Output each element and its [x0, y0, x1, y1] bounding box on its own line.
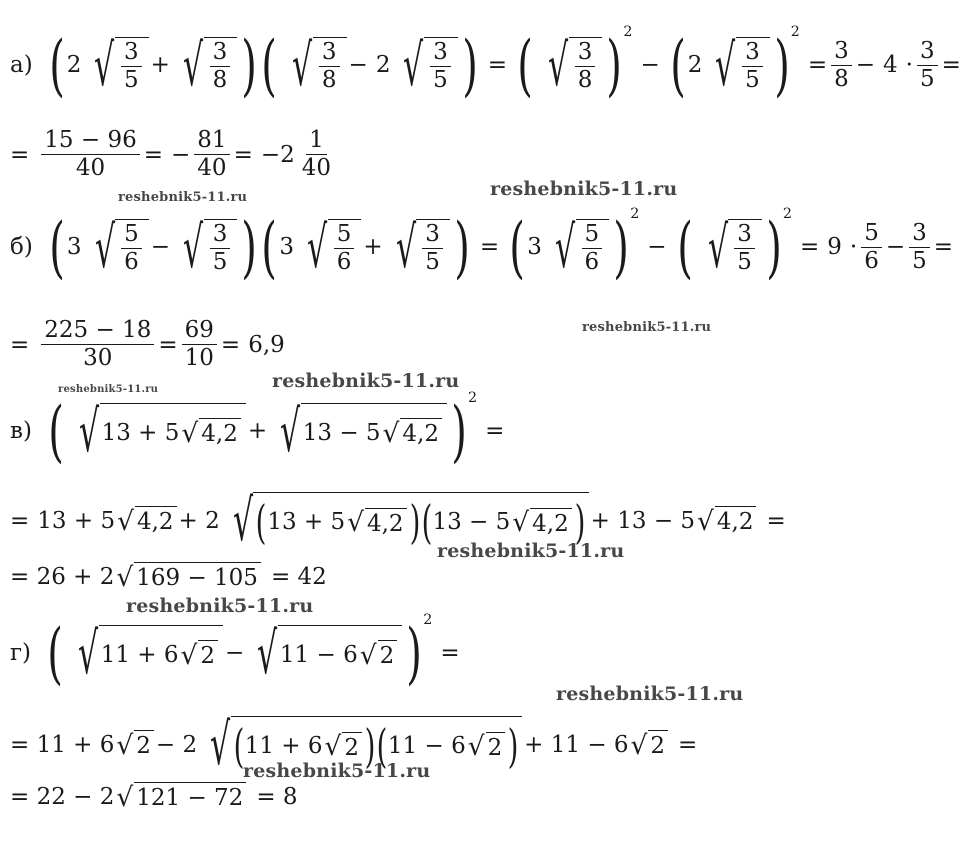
coef: 3 — [527, 234, 542, 261]
solution-a-line2 — [10, 128, 338, 182]
op: − — [640, 52, 660, 79]
coef: 2 — [375, 52, 391, 79]
term: = 26 + 2 — [10, 563, 115, 590]
sqrt-3-5: √ $\frac{3}{5}$ — [385, 219, 450, 277]
op: + — [150, 52, 170, 79]
watermark: reshebnik5-11.ru — [58, 384, 159, 395]
paren-open: ( — [261, 208, 278, 286]
sqrt-3-8: √ $\frac{3}{8}$ — [537, 37, 602, 95]
sqrt-4-2: √ 4,2 — [117, 506, 176, 535]
watermark: reshebnik5-11.ru — [118, 190, 248, 205]
watermark: reshebnik5-11.ru — [243, 760, 431, 782]
sqrt-outer: √ 13 + 5 √ 4,2 — [68, 403, 246, 461]
op: + — [247, 418, 268, 445]
term: + 2 — [178, 507, 220, 534]
paren-open: ( — [517, 26, 533, 104]
equals: = — [485, 418, 505, 445]
op: · — [905, 52, 913, 79]
paren-close: ) — [766, 208, 782, 286]
exponent: 2 — [630, 206, 640, 222]
fraction: $\frac{3}{5}$ — [909, 221, 930, 275]
exponent: 2 — [423, 612, 433, 628]
watermark: reshebnik5-11.ru — [556, 683, 744, 705]
paren-close: ) — [461, 26, 478, 104]
equals: = — [799, 234, 820, 261]
op: − — [171, 141, 191, 168]
fraction: $\frac{3}{5}$ — [917, 39, 938, 93]
watermark: reshebnik5-11.ru — [126, 595, 314, 617]
watermark: reshebnik5-11.ru — [437, 540, 625, 562]
sqrt-121-72: √ 121 − 72 — [116, 782, 246, 811]
op: + — [363, 234, 383, 261]
op: − — [150, 234, 171, 261]
paren-close: ) — [241, 26, 258, 104]
sqrt-2: √ 2 — [631, 730, 669, 759]
coef: 4 — [883, 52, 898, 79]
term: 13 + 5 — [37, 507, 116, 534]
equals: = — [807, 52, 828, 79]
coef: 2 — [687, 52, 703, 79]
equals: = — [440, 640, 460, 667]
solution-a-line1 — [10, 24, 961, 104]
coef: 2 — [66, 52, 82, 79]
paren-open: ( — [261, 26, 278, 104]
result: = 8 — [256, 783, 298, 810]
sqrt-outer: √ 11 − 6 √ 2 — [246, 625, 402, 683]
coef: 3 — [279, 234, 295, 261]
term: = 22 − 2 — [10, 783, 115, 810]
fraction: $\frac{69}{10}$ — [182, 318, 217, 372]
sqrt-3-5: √ $\frac{3}{5}$ — [704, 37, 769, 95]
op: − — [885, 234, 906, 261]
sqrt-3-8: √ $\frac{3}{8}$ — [172, 37, 237, 95]
paren-open: ( — [47, 614, 63, 692]
sqrt-3-5: √ $\frac{3}{5}$ — [83, 37, 148, 95]
equals: = — [143, 141, 163, 168]
solution-b-line1 — [10, 206, 954, 286]
sqrt-2: √ 2 — [116, 730, 154, 759]
fraction: $\frac{3}{8}$ — [831, 39, 852, 93]
paren-close: ) — [613, 208, 629, 286]
watermark: reshebnik5-11.ru — [272, 370, 460, 392]
sqrt-169-105: √ 169 − 105 — [116, 562, 261, 591]
exponent: 2 — [790, 24, 800, 40]
term: = 11 + 6 — [10, 731, 115, 758]
fraction: $\frac{5}{6}$ — [861, 221, 882, 275]
paren-open: ( — [509, 208, 526, 286]
paren-open: ( — [48, 392, 64, 470]
solution-v-line3 — [10, 562, 327, 591]
exponent: 2 — [468, 390, 478, 406]
exponent: 2 — [623, 24, 633, 40]
sqrt-3-8: √ $\frac{3}{8}$ — [281, 37, 346, 95]
equals: = — [766, 507, 786, 534]
equals: = — [158, 331, 178, 358]
sqrt-outer: √ 13 − 5 √ 4,2 — [269, 403, 447, 461]
paren-open: ( — [49, 208, 65, 286]
op: − — [348, 52, 368, 79]
op: · — [849, 234, 858, 261]
equals: = — [220, 331, 241, 358]
watermark: reshebnik5-11.ru — [582, 320, 712, 335]
sqrt-product: √ ( 11 + 6 √ 2 ) ( 11 − 6 √ 2 ) — [199, 716, 522, 774]
solution-g-line3 — [10, 782, 298, 811]
equals: = — [10, 331, 30, 358]
term: − 2 — [155, 731, 198, 758]
fraction: $\frac{81}{40}$ — [194, 128, 229, 182]
equals: = — [487, 52, 508, 79]
term: + 11 − 6 — [524, 731, 629, 758]
fraction: $\frac{225 - 18}{30}$ — [41, 318, 154, 372]
paren-close: ) — [451, 392, 467, 470]
sqrt-4-2: √ 4,2 — [697, 506, 756, 535]
sqrt-outer: √ 11 + 6 √ 2 — [67, 625, 223, 683]
watermark: reshebnik5-11.ru — [490, 178, 678, 200]
equals: = — [678, 731, 698, 758]
label-a: а) — [10, 52, 33, 79]
solution-v-line1 — [10, 390, 505, 470]
exponent: 2 — [782, 206, 792, 222]
paren-close: ) — [773, 26, 790, 104]
equals: = — [941, 52, 961, 79]
term: + 13 − 5 — [590, 507, 696, 534]
op: − — [855, 52, 876, 79]
op: − — [225, 640, 245, 667]
label-b: б) — [10, 234, 33, 261]
sqrt-3-5: √ $\frac{3}{5}$ — [172, 219, 237, 277]
fraction: $\frac{15 - 96}{40}$ — [41, 128, 139, 182]
paren-open: ( — [676, 208, 693, 286]
equals: = — [479, 234, 500, 261]
fraction: $\frac{1}{40}$ — [301, 127, 332, 182]
sqrt-5-6: √ $\frac{5}{6}$ — [544, 219, 609, 277]
equals: = — [233, 141, 253, 168]
solution-g-line1 — [10, 612, 460, 692]
equals: = — [933, 234, 954, 261]
solution-b-line2 — [10, 318, 285, 372]
sqrt-3-5: √ $\frac{3}{5}$ — [697, 219, 762, 277]
coef: 3 — [66, 234, 82, 261]
number: −2 — [260, 141, 295, 168]
label-v: в) — [10, 418, 32, 445]
result: = 42 — [270, 563, 327, 590]
equals: = — [10, 141, 30, 168]
sqrt-5-6: √ $\frac{5}{6}$ — [84, 219, 149, 277]
coef: 9 — [827, 234, 842, 261]
label-g: г) — [10, 640, 32, 667]
equals: = — [10, 507, 30, 534]
paren-close: ) — [454, 208, 470, 286]
sqrt-3-5: √ $\frac{3}{5}$ — [392, 37, 457, 95]
paren-close: ) — [241, 208, 258, 286]
paren-close: ) — [406, 614, 423, 692]
result: 6,9 — [248, 331, 285, 358]
sqrt-5-6: √ $\frac{5}{6}$ — [296, 219, 361, 277]
sqrt-product: √ ( 13 + 5 √ 4,2 ) ( 13 − 5 √ 4,2 ) — [222, 492, 589, 550]
op: − — [647, 234, 667, 261]
paren-open: ( — [669, 26, 686, 104]
paren-close: ) — [606, 26, 623, 104]
paren-open: ( — [48, 26, 65, 104]
